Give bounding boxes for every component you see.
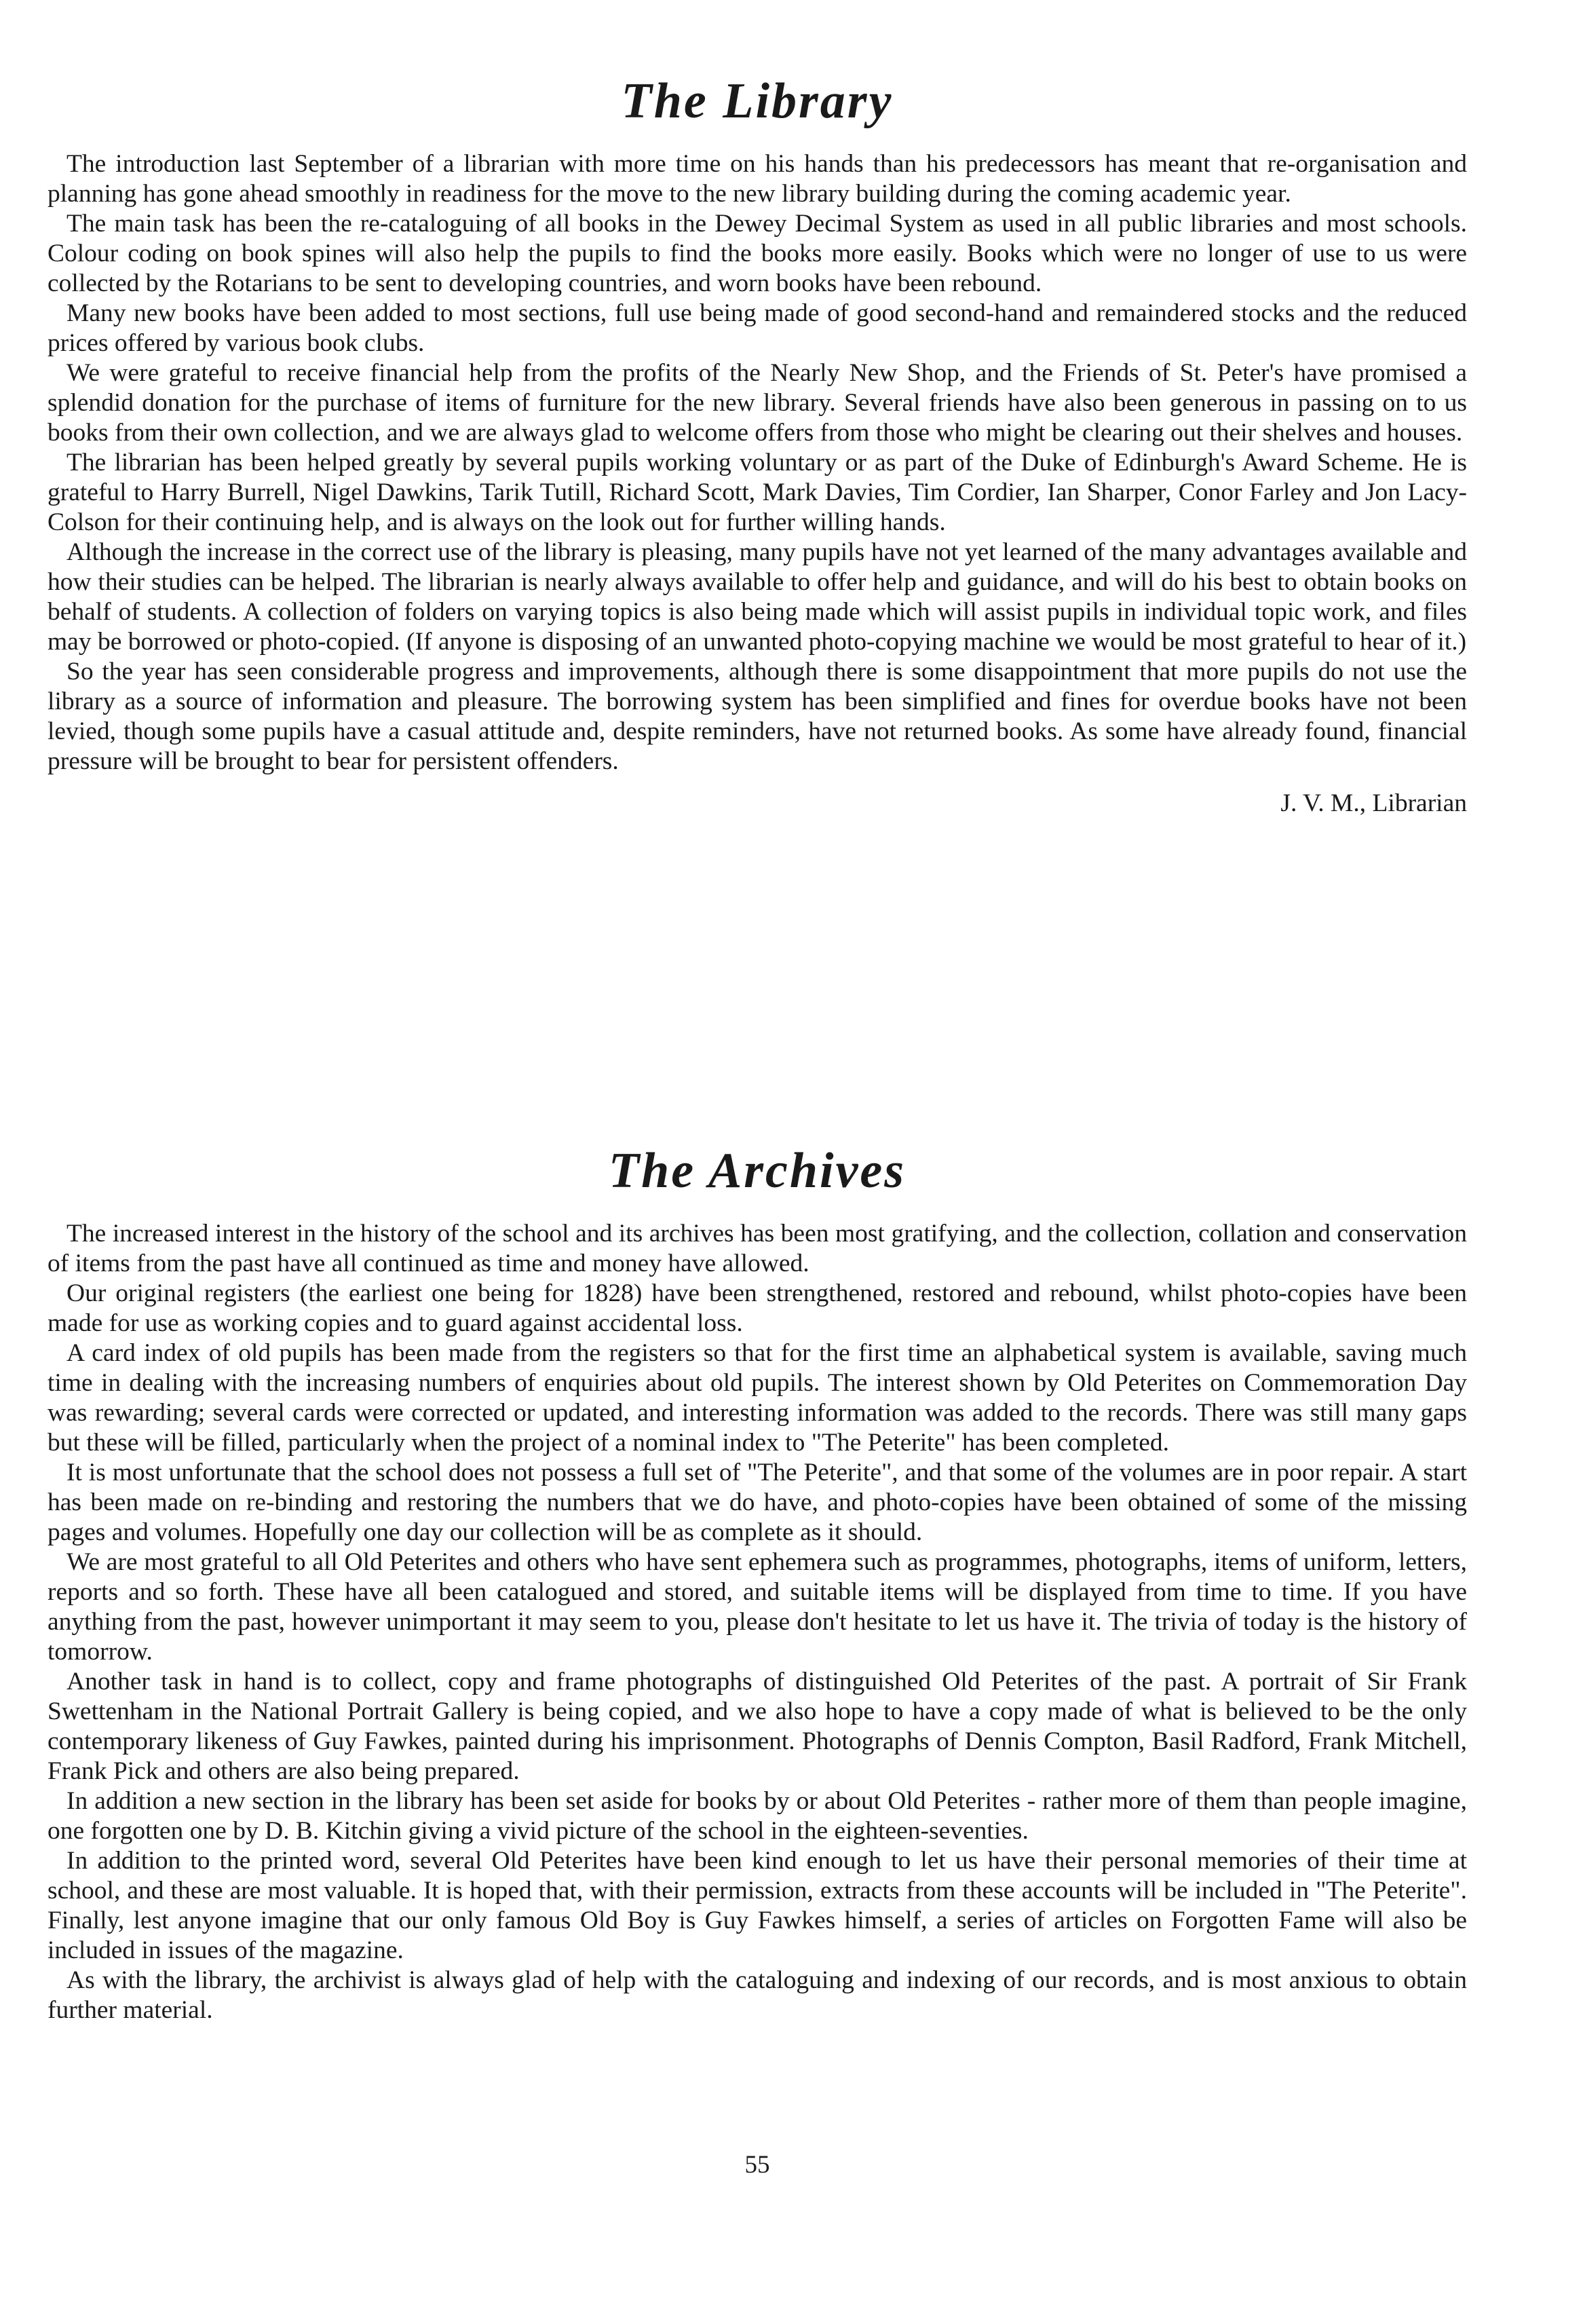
archives-paragraph-5: We are most grateful to all Old Peterites and others who have sent ephemera such as programmes, photographs, items of uniform, letters, reports and so forth. These have all been catalogued and stored, and suitable items will be displayed from time to time. If you have anything from the past, however unimportant it may seem to you, please don't hesitate to let us have it. The trivia of today is the history of tomorrow. [47, 1548, 1467, 1666]
archives-paragraph-2: Our original registers (the earliest one being for 1828) have been strengthened, restored and rebound, whilst photo-copies have been made for use as working copies and to guard against accidental loss. [47, 1279, 1467, 1337]
archives-paragraph-4: It is most unfortunate that the school does not possess a full set of "The Peterite", and that some of the volumes are in poor repair. A start has been made on re-binding and restoring the numbers that we do have, and photo-copies have been obtained of some of the missing pages and volumes. Hopefully one day our collection will be as complete as it should. [47, 1459, 1467, 1546]
library-heading: The Library [621, 73, 894, 129]
library-article [47, 149, 1467, 819]
archives-paragraph-7: In addition a new section in the library has been set aside for books by or about Old Peterites - rather more of them than people imagine, one forgotten one by D. B. Kitchin giving a vivid picture of the school in the eighteen-seventies. [47, 1787, 1467, 1845]
library-paragraph-4: We were grateful to receive financial help from the profits of the Nearly New Shop, and the Friends of St. Peter's have promised a splendid donation for the purchase of items of furniture for the new library. Several friends have also been generous in passing on to us books from their own collection, and we are always glad to welcome offers from those who might be clearing out their shelves and houses. [47, 359, 1467, 447]
page-number: 55 [744, 2151, 770, 2179]
archives-paragraph-8: In addition to the printed word, several Old Peterites have been kind enough to let us have their personal memories of their time at school, and these are most valuable. It is hoped that, with their permission, extracts from these accounts will be included in "The Peterite". Finally, lest anyone imagine that our only famous Old Boy is Guy Fawkes himself, a series of articles on Forgotten Fame will also be included in issues of the magazine. [47, 1847, 1467, 1964]
archives-paragraph-6: Another task in hand is to collect, copy and frame photographs of distinguished Old Peterites of the past. A portrait of Sir Frank Swettenham in the National Portrait Gallery is being copied, and we also hope to have a copy made of what is believed to be the only contemporary likeness of Guy Fawkes, painted during his imprisonment. Photographs of Dennis Compton, Basil Radford, Frank Mitchell, Frank Pick and others are also being prepared. [47, 1668, 1467, 1785]
archives-article [47, 1219, 1467, 2025]
archives-paragraph-9: As with the library, the archivist is always glad of help with the cataloguing and indexing of our records, and is most anxious to obtain further material. [47, 1966, 1467, 2024]
library-paragraph-7: So the year has seen considerable progress and improvements, although there is some disappointment that more pupils do not use the library as a source of information and pleasure. The borrowing system has been simplified and fines for overdue books have not been levied, though some pupils have a casual attitude and, despite reminders, have not returned books. As some have already found, financial pressure will be brought to bear for persistent offenders. [47, 658, 1467, 775]
library-paragraph-5: The librarian has been helped greatly by several pupils working voluntary or as part of the Duke of Edinburgh's Award Scheme. He is grateful to Harry Burrell, Nigel Dawkins, Tarik Tutill, Richard Scott, Mark Davies, Tim Cordier, Ian Sharper, Conor Farley and Jon Lacy-Colson for their continuing help, and is always on the look out for further willing hands. [47, 449, 1467, 536]
library-paragraph-1: The introduction last September of a librarian with more time on his hands than his predecessors has meant that re-organisation and planning has gone ahead smoothly in readiness for the move to the new library building during the coming academic year. [47, 150, 1467, 208]
library-paragraph-6: Although the increase in the correct use of the library is pleasing, many pupils have not yet learned of the many advantages available and how their studies can be helped. The librarian is nearly always available to offer help and guidance, and will do his best to obtain books on behalf of students. A collection of folders on varying topics is also being made which will assist pupils in individual topic work, and files may be borrowed or photo-copied. (If anyone is disposing of an unwanted photo-copying machine we would be most grateful to hear of it.) [47, 538, 1467, 656]
archives-paragraph-1: The increased interest in the history of the school and its archives has been most gratifying, and the collection, collation and conservation of items from the past have all continued as time and money have allowed. [47, 1220, 1467, 1277]
library-paragraph-3: Many new books have been added to most sections, full use being made of good second-hand and remaindered stocks and the reduced prices offered by various book clubs. [47, 299, 1467, 357]
library-paragraph-2: The main task has been the re-cataloguing of all books in the Dewey Decimal System as used in all public libraries and most schools. Colour coding on book spines will also help the pupils to find the books more easily. Books which were no longer of use to us were collected by the Rotarians to be sent to developing countries, and worn books have been rebound. [47, 210, 1467, 297]
librarian-signature: J. V. M., Librarian [1280, 789, 1467, 817]
archives-paragraph-3: A card index of old pupils has been made from the registers so that for the first time an alphabetical system is available, saving much time in dealing with the increasing numbers of enquiries about old pupils. The interest shown by Old Peterites on Commemoration Day was rewarding; several cards were corrected or updated, and interesting information was added to the records. There was still many gaps but these will be filled, particularly when the project of a nominal index to "The Peterite" has been completed. [47, 1339, 1467, 1457]
archives-heading: The Archives [608, 1143, 907, 1199]
